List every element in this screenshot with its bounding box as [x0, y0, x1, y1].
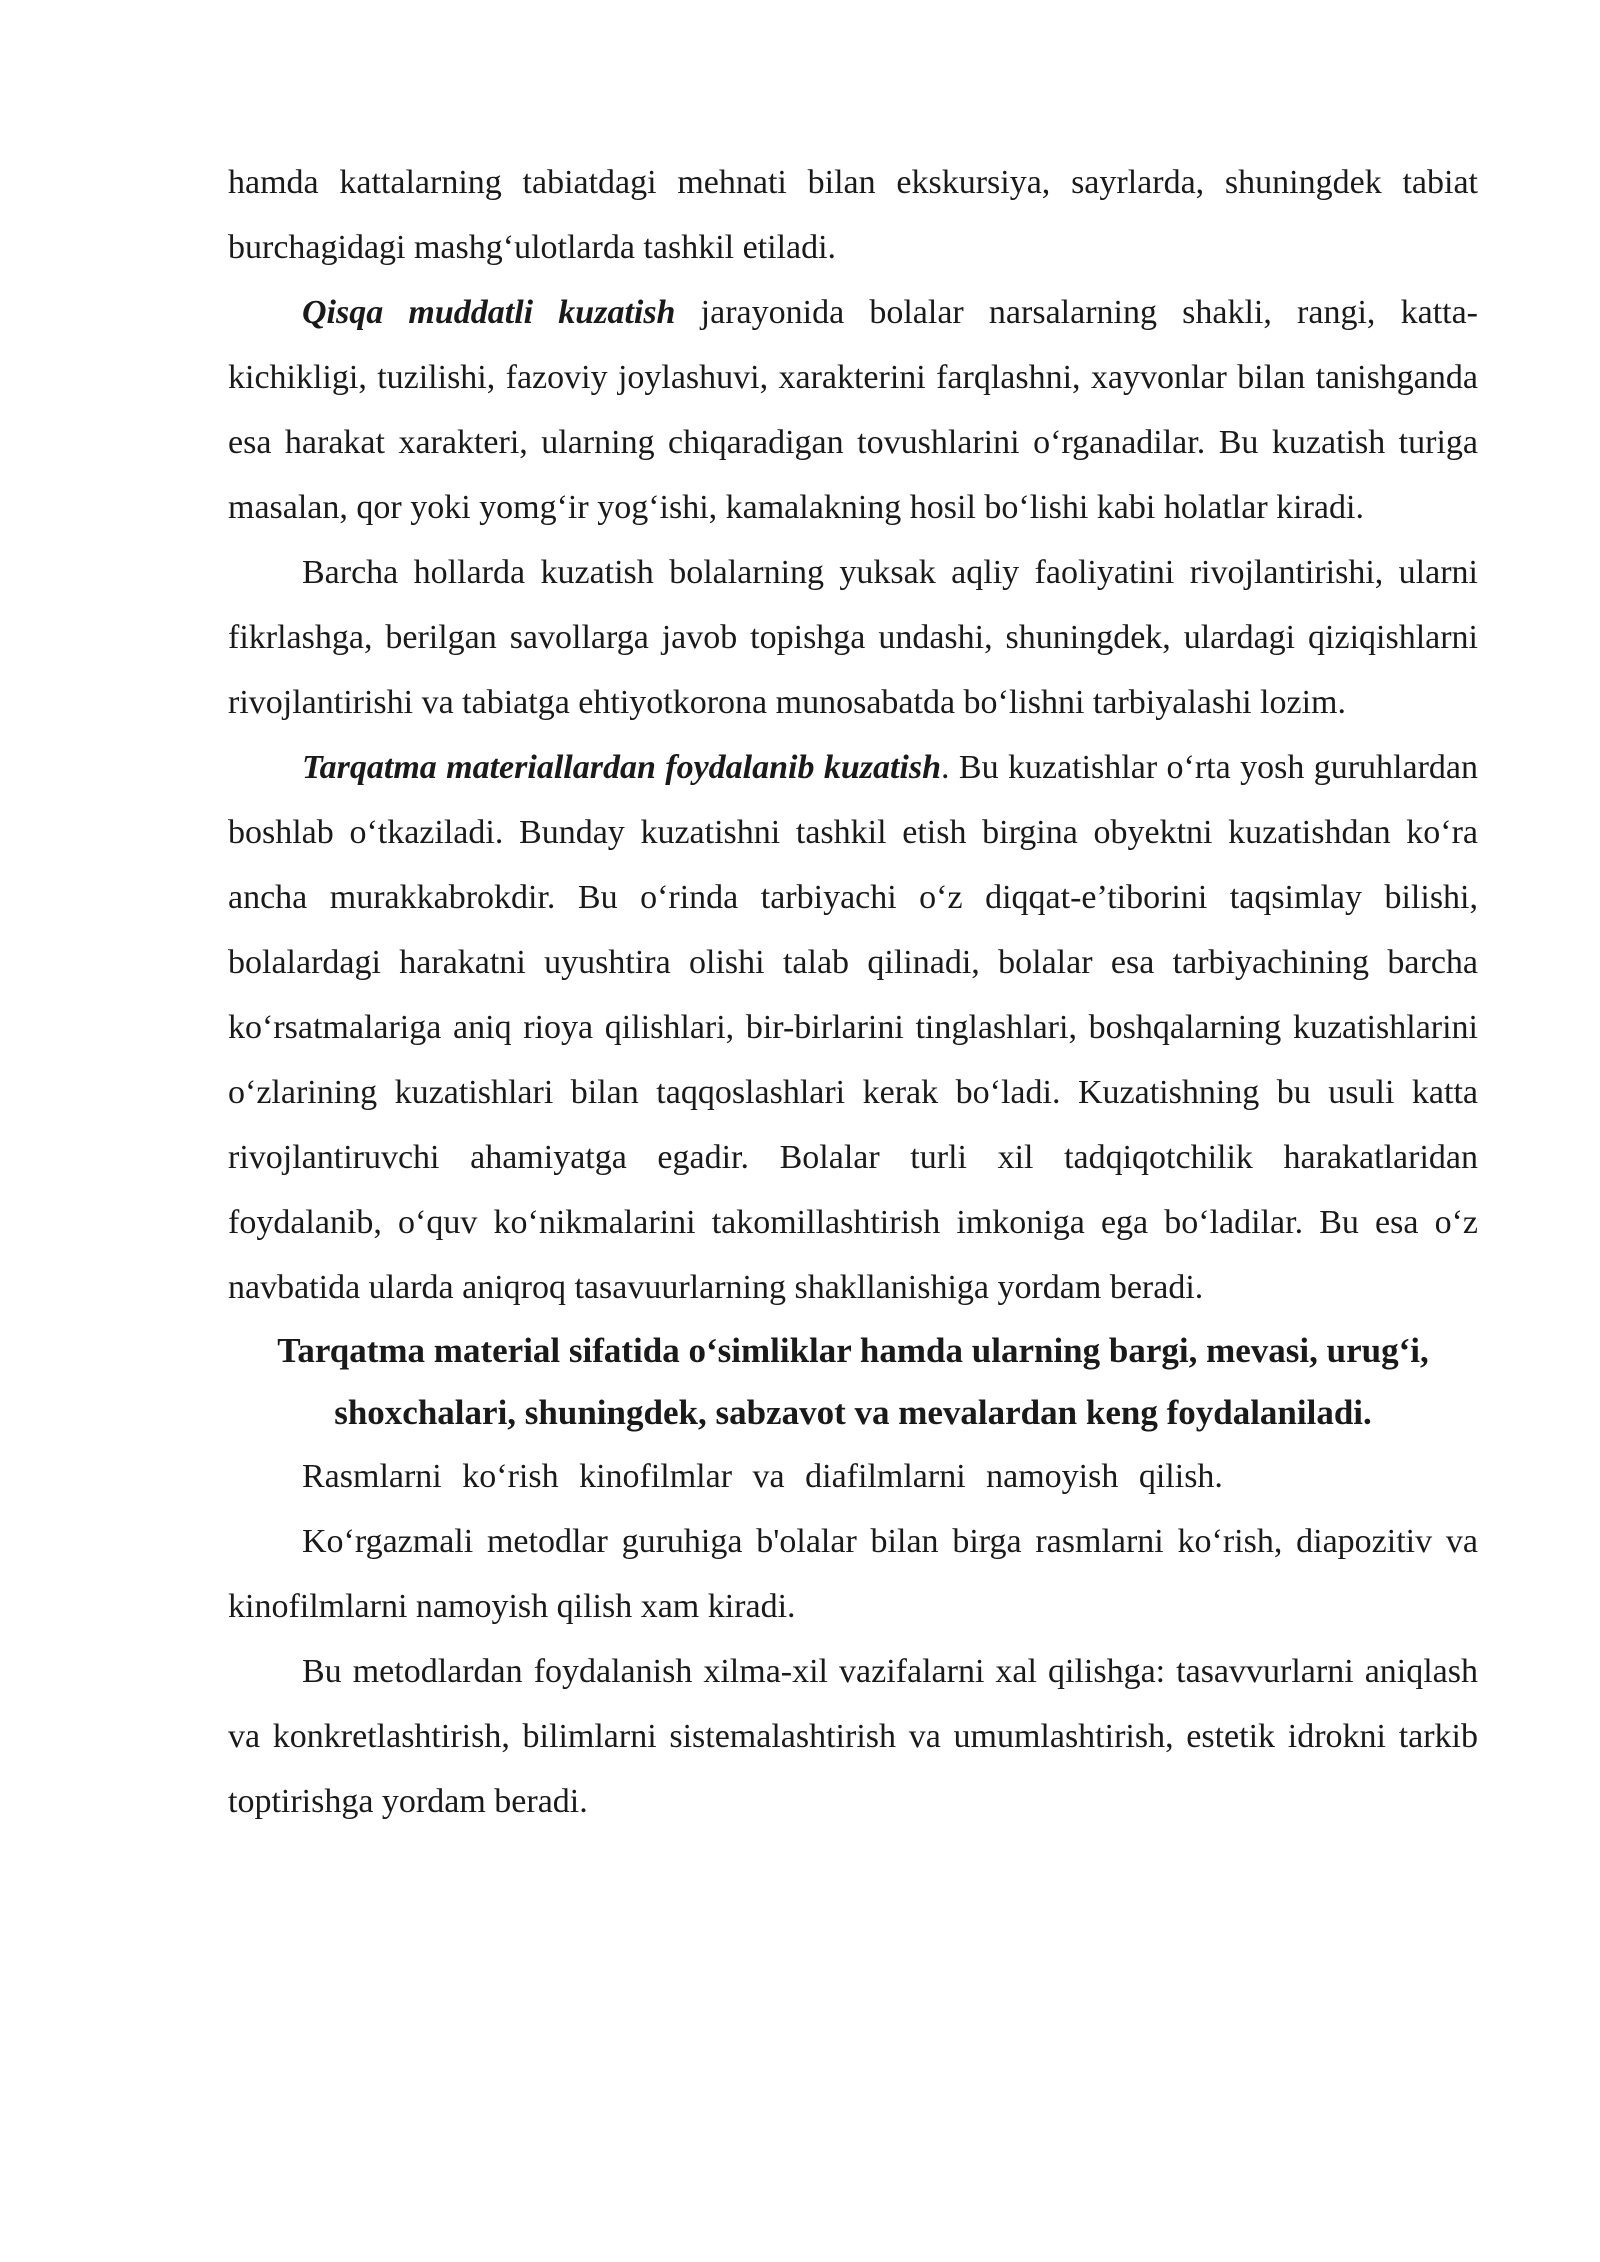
paragraph-4-text: . Bu kuzatishlar o‘rta yosh guruhlardan boshlab o‘tkaziladi. Bunday kuzatishni tashkil etish birgina obyektni kuzatishdan ko‘ra ancha murakkabrokdir. Bu o‘rinda tarbiyachi o‘z diqqat-e’tiborini taqsimlay bilishi, bolalardagi harakatni uyushtira olishi talab qilinadi, bolalar esa tarbiyachining barcha ko‘rsatmalariga aniq rioya qilishlari, bir-birlarini tinglashlari, boshqalarning kuzatishlarini o‘zlarining kuzatishlari bilan taqqoslashlari kerak bo‘ladi. Kuzatishning bu usuli katta rivojlantiruvchi ahamiyatga egadir. Bolalar turli xil tadqiqotchilik harakatlaridan foydalanib, o‘quv ko‘nikmalarini takomillashtirish imkoniga ega bo‘ladilar. Bu esa o‘z navbatida ularda aniqroq tasavuurlarning shakllanishiga yordam beradi. [228, 749, 1479, 1306]
paragraph-2-term: Qisqa muddatli kuzatish [302, 294, 676, 331]
paragraph-3: Barcha hollarda kuzatish bolalarning yuksak aqliy faoliyatini rivojlantirishi, ularni fikrlashga, berilgan savollarga javob topishga undashi, shuningdek, ulardagi qiziqishlarni rivojlantirishi va tabiatga ehtiyotkorona munosabatda bo‘lishni tarbiyalashi lozim. [228, 554, 1478, 721]
document-page [228, 150, 1478, 1834]
paragraph-2 [228, 280, 1478, 540]
paragraph-6: Ko‘rgazmali metodlar guruhiga b'olalar bilan birga rasmlarni ko‘rish, diapozitiv va kinofilmlarni namoyish qilish xam kiradi. [228, 1523, 1478, 1625]
paragraph-5: Rasmlarni ko‘rish kinofilmlar va diafilmlarni namoyish qilish. [302, 1458, 1223, 1495]
paragraph-7: Bu metodlardan foydalanish xilma-xil vazifalarni xal qilishga: tasavvurlarni aniqlash va konkretlashtirish, bilimlarni sistemalashtirish va umumlashtirish, estetik idrokni tarkib toptirishga yordam beradi. [228, 1653, 1478, 1820]
bold-heading: Tarqatma material sifatida o‘simliklar hamda ularning bargi, mevasi, urug‘i, shoxchalari, shuningdek, sabzavot va mevalardan keng foydalaniladi. [277, 1331, 1429, 1432]
paragraph-4 [228, 735, 1478, 1320]
paragraph-2-text: jarayonida bolalar narsalarning shakli, rangi, katta-kichikligi, tuzilishi, fazoviy joylashuvi, xarakterini farqlashni, xayvonlar bilan tanishganda esa harakat xarakteri, ularning chiqaradigan tovushlarini o‘rganadilar. Bu kuzatish turiga masalan, qor yoki yomg‘ir yog‘ishi, kamalakning hosil bo‘lishi kabi holatlar kiradi. [228, 294, 1478, 526]
paragraph-4-term: Tarqatma materiallardan foydalanib kuzatish [302, 749, 942, 786]
paragraph-1: hamda kattalarning tabiatdagi mehnati bilan ekskursiya, sayrlarda, shuningdek tabiat burchagidagi mashg‘ulotlarda tashkil etiladi. [228, 164, 1478, 266]
